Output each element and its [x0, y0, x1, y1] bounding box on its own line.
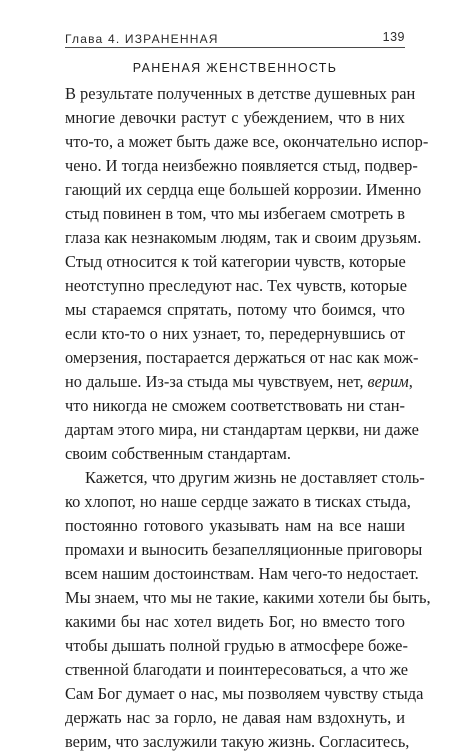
paragraph-1: [65, 82, 429, 466]
text-line: чено. И тогда неизбежно появляется стыд, подвер-: [65, 156, 418, 175]
text-line: ственной благодати и поинтересоваться, а что же: [65, 660, 409, 679]
text-line: неотступно преследуют нас. Тех чувств, которые: [65, 276, 408, 295]
text-line: омерзения, постарается держаться от нас как мож-: [65, 348, 419, 367]
text-line: постоянно готового указывать нам на все наши: [65, 516, 405, 535]
text-line: В результате полученных в детстве душевных ран: [65, 84, 416, 103]
text-line: что-то, а может быть даже все, окончательно испор-: [65, 132, 429, 151]
section-title: РАНЕНАЯ ЖЕНСТВЕННОСТЬ: [132, 61, 338, 75]
text-line: Сам Бог думает о нас, мы позволяем чувству стыда: [65, 684, 424, 703]
emphasis-word: верим: [367, 372, 409, 391]
text-line: ко хлопот, но наше сердце зажато в тисках стыда,: [65, 492, 411, 511]
text-line: верим, что заслужили такую жизнь. Согласитесь,: [65, 732, 410, 751]
text-line: многие девочки растут с убеждением, что в них: [65, 108, 405, 127]
text-line: какими бы нас хотел видеть Бог, но вместо того: [65, 612, 405, 631]
body-text: [65, 82, 431, 754]
chapter-title: Глава 4. ИЗРАНЕННАЯ: [65, 32, 219, 46]
text-line: держать нас за горло, не давая нам вздохнуть, и: [65, 708, 405, 727]
text-line: промахи и выносить безапелляционные приговоры: [65, 540, 423, 559]
text-line: всем нашим достоинствам. Нам чего-то недостает.: [65, 564, 419, 583]
text-line-with-emphasis: [65, 370, 413, 394]
paragraph-2: [65, 466, 431, 754]
header-rule: [65, 47, 405, 48]
text-line: глаза как незнакомым людям, так и своим друзьям.: [65, 228, 422, 247]
text-line: дартам этого мира, ни стандартам церкви, ни даже: [65, 420, 419, 439]
text-line: если кто-то о них узнает, то, передернувшись от: [65, 324, 405, 343]
text-line: стыд повинен в том, что мы избегаем смотреть в: [65, 204, 405, 223]
running-head: [65, 26, 405, 46]
text-line: Кажется, что другим жизнь не доставляет столь-: [85, 468, 425, 487]
page-number: 139: [382, 30, 405, 44]
text-line: своим собственным стандартам.: [65, 444, 291, 463]
text-line: что никогда не сможем соответствовать ни стан-: [65, 396, 405, 415]
text-line: Стыд относится к той категории чувств, которые: [65, 252, 406, 271]
text-line: чтобы дышать полной грудью в атмосфере боже-: [65, 636, 408, 655]
text-line: Мы знаем, что мы не такие, какими хотели бы быть,: [65, 588, 431, 607]
text-line: гающий их сердца еще большей коррозии. Именно: [65, 180, 422, 199]
text-run: ,: [408, 372, 413, 391]
text-line: мы стараемся спрятать, потому что боимся, что: [65, 300, 405, 319]
text-run: но дальше. Из-за стыда мы чувствуем, нет,: [65, 372, 368, 391]
